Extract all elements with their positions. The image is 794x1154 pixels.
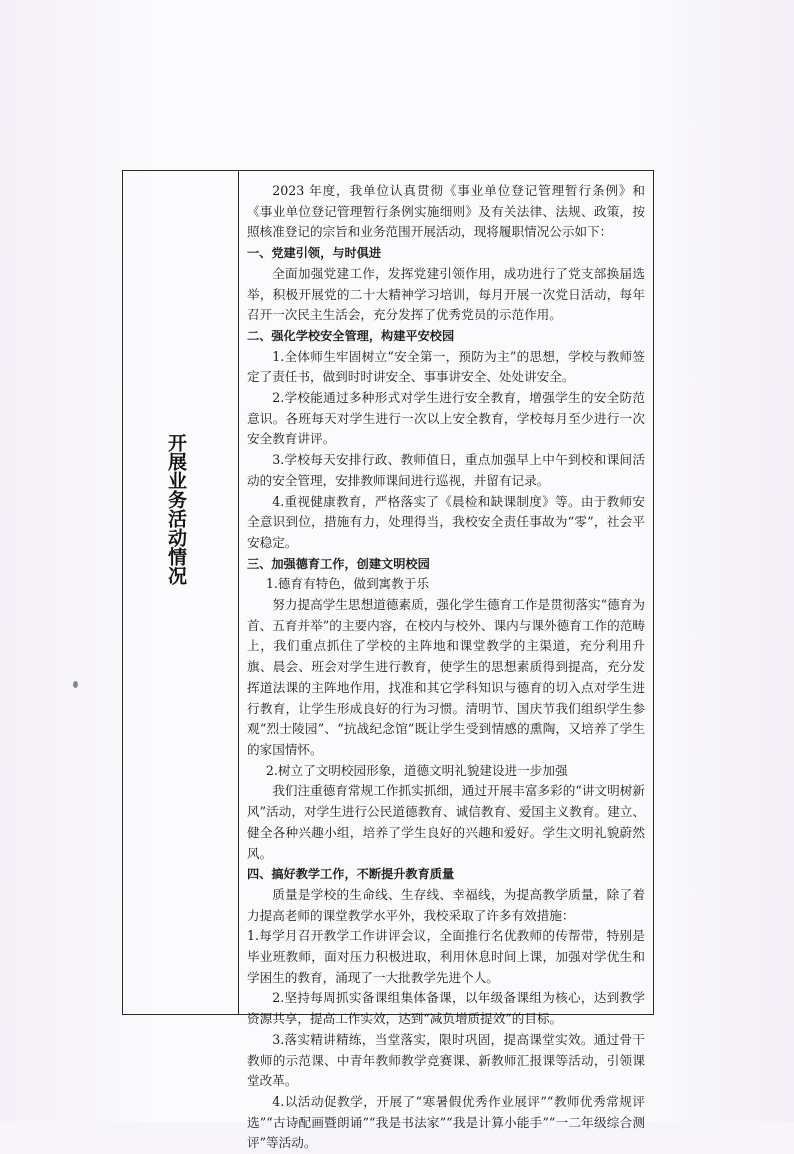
section-2-item-1: 1.全体师生牢固树立“安全第一，预防为主”的思想，学校与教师签定了责任书，做到时时讲安全、事事讲安全、处处讲安全。 [247,348,645,385]
section-3-subtitle-2: 2.树立了文明校园形象，道德文明礼貌建设进一步加强 [265,762,568,778]
section-3-paragraph-1: 努力提高学生思想道德素质，强化学生德育工作是贯彻落实“德育为首、五育并举”的主要内容，在校内与校外、课内与课外德育工作的范畴上，我们重点抓住了学校的主阵地和课堂教学的主渠道，充分利用升旗、晨会、班会对学生进行教育，使学生的思想素质得到提高，充分发挥道法课的主阵地作用，找准和其它学科知识与德育的切入点对学生进行教育，让学生形成良好的行为习惯。清明节、国庆节我们组织学生参观“烈士陵园”、“抗战纪念馆”既让学生受到情感的熏陶，又培养了学生的家国情怀。 [247,597,645,757]
section-3-paragraph-2: 我们注重德育常规工作抓实抓细，通过开展丰富多彩的“讲文明树新风”活动，对学生进行公民道德教育、诚信教育、爱国主义教育。建立、健全各种兴趣小组，培养了学生良好的兴趣和爱好。学生文明礼貌蔚然风。 [247,783,645,861]
section-4-item-1: 1.每学月召开教学工作讲评会议，全面推行名优教师的传帮带，特别是毕业班教师，面对压力积极进取，利用休息时间上课，加强对学优生和学困生的教育，涌现了一大批教学先进个人。 [247,928,645,985]
section-3-subtitle-1: 1.德育有特色，做到寓教于乐 [265,576,430,592]
scan-speck [73,681,78,688]
section-1-title: 一、党建引领，与时俱进 [247,246,382,261]
intro-paragraph: 2023 年度，我单位认真贯彻《事业单位登记管理暂行条例》和《事业单位登记管理暂行条例实施细则》及有关法律、法规、政策，按照核准登记的宗旨和业务范围开展活动，现将履职情况公示如下： [247,183,645,240]
section-2-item-4: 4.重视健康教育，严格落实了《晨检和缺课制度》等。由于教师安全意识到位，措施有力，处理得当，我校安全责任事故为“零”，社会平安稳定。 [247,493,645,550]
section-2-item-2: 2.学校能通过多种形式对学生进行安全教育，增强学生的安全防范意识。各班每天对学生进行一次以上安全教育，学校每月至少进行一次安全教育讲评。 [247,390,645,447]
section-2-title: 二、强化学校安全管理，构建平安校园 [247,328,455,343]
section-4-item-3: 3.落实精讲精练，当堂落实，限时巩固，提高课堂实效。通过骨干教师的示范课、中青年教师教学竞赛课、新教师汇报课等活动，引领课堂改革。 [247,1031,645,1089]
section-1-paragraph: 全面加强党建工作，发挥党建引领作用，成功进行了党支部换届选举，积极开展党的二十大精神学习培训，每月开展一次党日活动，每年召开一次民主生活会，充分发挥了优秀党员的示范作用。 [247,265,645,323]
section-4-item-2: 2.坚持每周抓实备课组集体备课，以年级备课组为核心，达到教学资源共享，提高工作实效，达到“减负增质提效”的目标。 [247,990,645,1027]
section-4-title: 四、搞好教学工作，不断提升教育质量 [247,867,455,882]
section-3-title: 三、加强德育工作，创建文明校园 [247,556,430,571]
label-cell [123,171,239,1014]
form-table [122,170,654,1151]
section-4-item-4: 4.以活动促教学，开展了“寒暑假优秀作业展评”“教师优秀常规评选”“古诗配画暨朗诵”“我是书法家”“我是计算小能手”“一二年级综合测评”等活动。 [247,1093,645,1151]
section-4-intro: 质量是学校的生命线、生存线、幸福线，为提高教学质量，除了着力提高老师的课堂教学水平外，我校采取了许多有效措施： [247,886,645,923]
content-cell [239,171,653,1151]
row-label: 开展业务活动情况 [165,433,187,585]
section-2-item-3: 3.学校每天安排行政、教师值日，重点加强早上中午到校和课间活动的安全管理，安排教师课间进行巡视，并留有记录。 [247,452,645,488]
